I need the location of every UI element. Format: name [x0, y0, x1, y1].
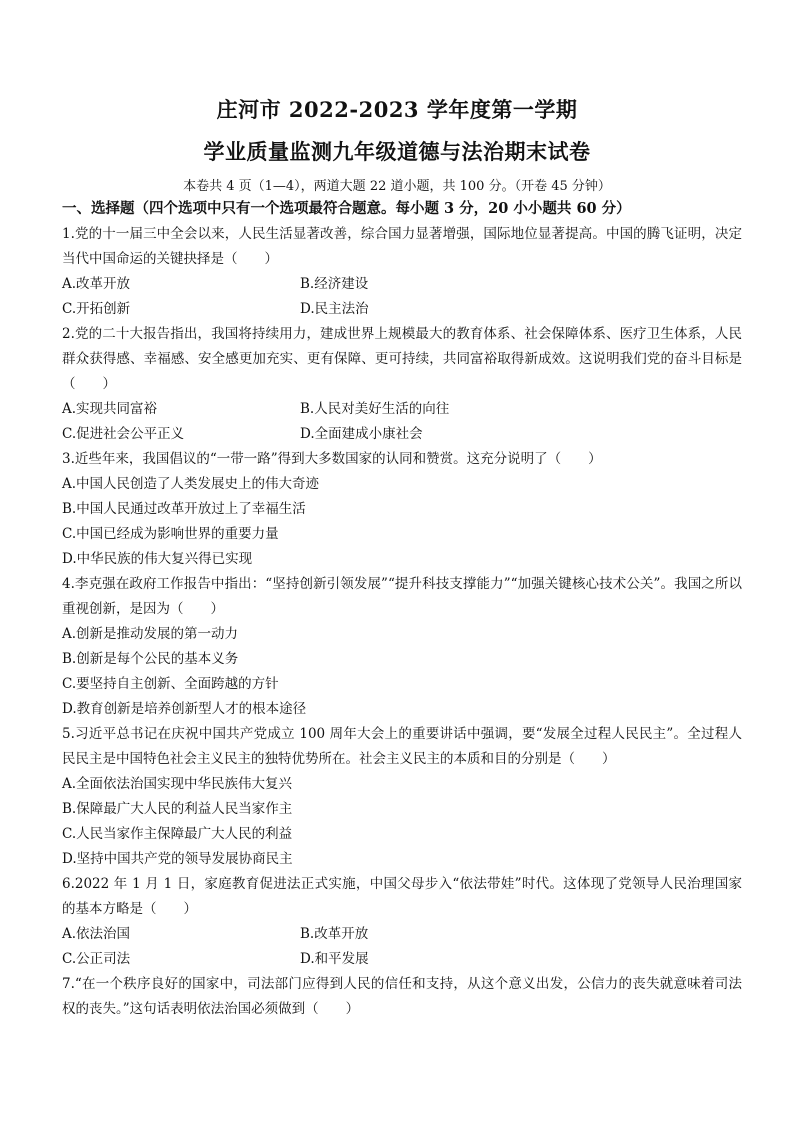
question-stem: 7.“在一个秩序良好的国家中，司法部门应得到人民的信任和支持，从这个意义出发，公信力的丧失就意味着司法权的丧失。”这句话表明依法治国必须做到（ ）	[62, 976, 742, 1017]
question-stem: 5.习近平总书记在庆祝中国共产党成立 100 周年大会上的重要讲话中强调，要“发展全过程人民民主”。全过程人民民主是中国特色社会主义民主的独特优势所在。社会主义民主的本质和目的分别是（ ）	[62, 726, 742, 767]
option-row	[62, 297, 742, 322]
option-row	[62, 947, 742, 972]
exam-title-line2: 学业质量监测九年级道德与法治期末试卷	[203, 139, 591, 164]
question-stem: 2.党的二十大报告指出，我国将持续用力，建成世界上规模最大的教育体系、社会保障体系、医疗卫生体系，人民群众获得感、幸福感、安全感更加充实、更有保障、更可持续，共同富裕取得新成效。这说明我们党的奋斗目标是（ ）	[62, 326, 742, 392]
option-c: C.人民当家作主保障最广大人民的利益	[62, 826, 293, 842]
option-row	[62, 397, 742, 422]
option-d: D.教育创新是培养创新型人才的根本途径	[62, 701, 307, 717]
option-b: B.人民对美好生活的向往	[300, 401, 450, 417]
option-a: A.全面依法治国实现中华民族伟大复兴	[62, 776, 293, 792]
option-row	[62, 272, 742, 297]
option-c: C.要坚持自主创新、全面跨越的方针	[62, 676, 279, 692]
exam-instructions: 本卷共 4 页（1—4），两道大题 22 道小题，共 100 分。（开卷 45 分钟）	[183, 179, 611, 194]
option-c: C.开拓创新	[62, 301, 131, 317]
option-a: A.中国人民创造了人类发展史上的伟大奇迹	[62, 476, 320, 492]
question-stem: 4.李克强在政府工作报告中指出：“坚持创新引领发展”“提升科技支撑能力”“加强关键核心技术公关”。我国之所以重视创新，是因为（ ）	[62, 576, 742, 617]
question-3	[62, 447, 742, 572]
question-4	[62, 572, 742, 722]
option-b: B.保障最广大人民的利益人民当家作主	[62, 801, 293, 817]
section-heading: 一、选择题（四个选项中只有一个选项最符合题意。每小题 3 分，20 小小题共 60 分）	[62, 200, 631, 217]
question-stem: 3.近些年来，我国倡议的“一带一路”得到大多数国家的认同和赞赏。这充分说明了（ ）	[62, 451, 602, 467]
option-d: D.民主法治	[300, 301, 369, 317]
option-row	[62, 922, 742, 947]
question-7	[62, 972, 742, 1022]
option-d: D.中华民族的伟大复兴得已实现	[62, 551, 253, 567]
option-b: B.经济建设	[300, 276, 369, 292]
option-c: C.中国已经成为影响世界的重要力量	[62, 526, 279, 542]
option-a: A.改革开放	[62, 276, 131, 292]
option-a: A.创新是推动发展的第一动力	[62, 626, 239, 642]
question-6	[62, 872, 742, 972]
option-d: D.坚持中国共产党的领导发展协商民主	[62, 851, 293, 867]
question-1	[62, 222, 742, 322]
question-stem: 6.2022 年 1 月 1 日，家庭教育促进法正式实施，中国父母步入“依法带娃”时代。这体现了党领导人民治理国家的基本方略是（ ）	[62, 876, 742, 917]
question-list	[62, 222, 742, 1022]
option-b: B.改革开放	[300, 926, 369, 942]
option-d: D.全面建成小康社会	[300, 426, 423, 442]
option-b: B.创新是每个公民的基本义务	[62, 651, 239, 667]
option-b: B.中国人民通过改革开放过上了幸福生活	[62, 501, 306, 517]
option-a: A.实现共同富裕	[62, 401, 158, 417]
option-d: D.和平发展	[300, 951, 369, 967]
question-stem: 1.党的十一届三中全会以来，人民生活显著改善，综合国力显著增强，国际地位显著提高。中国的腾飞证明，决定当代中国命运的关键抉择是（ ）	[62, 226, 742, 267]
option-c: C.公正司法	[62, 951, 131, 967]
option-a: A.依法治国	[62, 926, 131, 942]
exam-title-line1: 庄河市 2022-2023 学年度第一学期	[216, 97, 578, 122]
option-row	[62, 422, 742, 447]
question-5	[62, 722, 742, 872]
question-2	[62, 322, 742, 447]
option-c: C.促进社会公平正义	[62, 426, 185, 442]
